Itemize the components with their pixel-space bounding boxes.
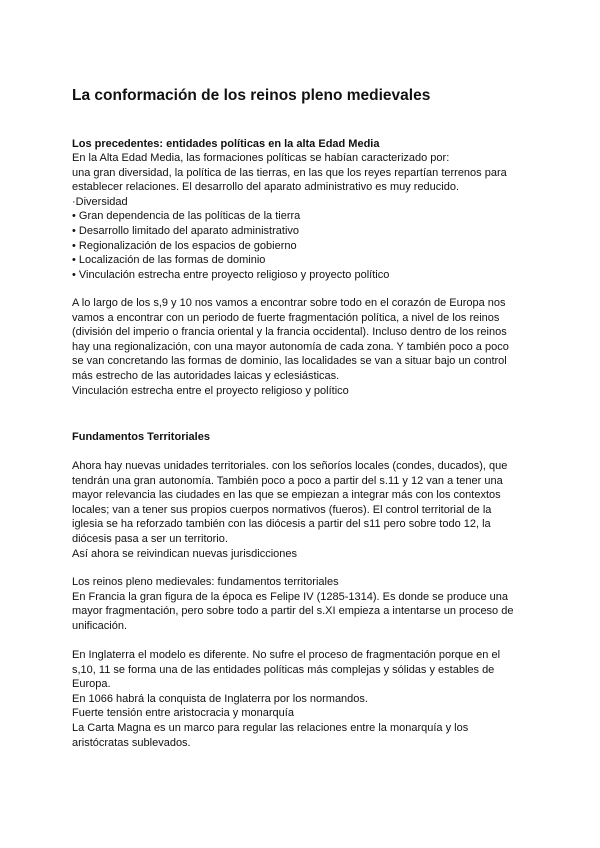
- section2-paragraph2: [72, 575, 532, 633]
- section-heading-precedentes: Los precedentes: entidades políticas en la alta Edad Media: [72, 138, 380, 150]
- text-line: establecer relaciones. El desarrollo del aparato administrativo es muy reducido.: [72, 181, 460, 194]
- text-line: iglesia se ha reforzado también con las diócesis a partir del s11 pero sobre todo 12, la: [72, 518, 491, 531]
- list-label: ·Diversidad: [72, 195, 128, 208]
- text-line: hay una regionalización, con una mayor autonomía de cada zona. Y también poco a poco: [72, 340, 509, 353]
- section1-paragraph2: [72, 296, 532, 398]
- section-heading-fundamentos: Fundamentos Territoriales: [72, 431, 210, 443]
- text-line: mayor fragmentación, pero sobre todo a partir del s.XI empieza a intentarse un proceso de: [72, 605, 514, 618]
- text-line: La Carta Magna es un marco para regular las relaciones entre la monarquía y los: [72, 721, 469, 734]
- text-line: unificación.: [72, 619, 128, 632]
- section2-paragraph1: [72, 459, 532, 561]
- text-line: locales; van a tener sus propios cuerpos normativos (fueros). El control territorial de la: [72, 503, 492, 516]
- list-item: • Gran dependencia de las políticas de la tierra: [72, 210, 301, 223]
- text-line: Fuerte tensión entre aristocracia y monarquía: [72, 707, 294, 720]
- text-line: una gran diversidad, la política de las tierras, en las que los reyes repartían terrenos para: [72, 166, 507, 179]
- document-title: La conformación de los reinos pleno medievales: [72, 87, 431, 104]
- text-line: (división del imperio o francia oriental y la francia occidental). Incluso dentro de los reinos: [72, 326, 507, 339]
- list-item: • Regionalización de los espacios de gobierno: [72, 239, 297, 252]
- text-line: Ahora hay nuevas unidades territoriales. con los señoríos locales (condes, ducados), que: [72, 460, 508, 472]
- list-item: • Vinculación estrecha entre proyecto religioso y proyecto político: [72, 268, 390, 281]
- section1-paragraph1: [72, 151, 532, 282]
- text-line: s,10, 11 se forma una de las entidades políticas más complejas y sólidas y estables de: [72, 663, 495, 676]
- text-line: En Francia la gran figura de la época es Felipe IV (1285-1314). Es donde se produce una: [72, 590, 508, 603]
- text-line: tendrán una gran autonomía. También poco a poco a partir del s.11 y 12 van a tener una: [72, 474, 503, 487]
- text-line: Vinculación estrecha entre el proyecto religioso y político: [72, 384, 349, 397]
- section2-paragraph3: [72, 648, 532, 750]
- text-line: En 1066 habrá la conquista de Inglaterra por los normandos.: [72, 692, 368, 705]
- list-item: • Localización de las formas de dominio: [72, 254, 266, 267]
- text-line: A lo largo de los s,9 y 10 nos vamos a encontrar sobre todo en el corazón de Europa nos: [72, 297, 506, 309]
- list-item: • Desarrollo limitado del aparato administrativo: [72, 224, 300, 237]
- text-line: En Inglaterra el modelo es diferente. No sufre el proceso de fragmentación porque en el: [72, 649, 501, 661]
- text-line: se van concretando las formas de dominio, las localidades se van a situar bajo un control: [72, 355, 507, 368]
- text-line: Así ahora se reivindican nuevas jurisdicciones: [72, 547, 298, 560]
- text-line: Europa.: [72, 678, 111, 691]
- text-line: diócesis pasa a ser un territorio.: [72, 532, 228, 545]
- text-line: mayor relevancia las ciudades en las que se empiezan a integrar más con los contextos: [72, 489, 501, 502]
- text-line: En la Alta Edad Media, las formaciones políticas se habían caracterizado por:: [72, 152, 450, 164]
- text-line: aristócratas sublevados.: [72, 736, 191, 749]
- text-line: más estrecho de las autoridades laicas y eclesiásticas.: [72, 369, 340, 382]
- text-line: vamos a encontrar con un periodo de fuerte fragmentación política, a nivel de los reinos: [72, 311, 500, 324]
- text-line: Los reinos pleno medievales: fundamentos territoriales: [72, 576, 339, 588]
